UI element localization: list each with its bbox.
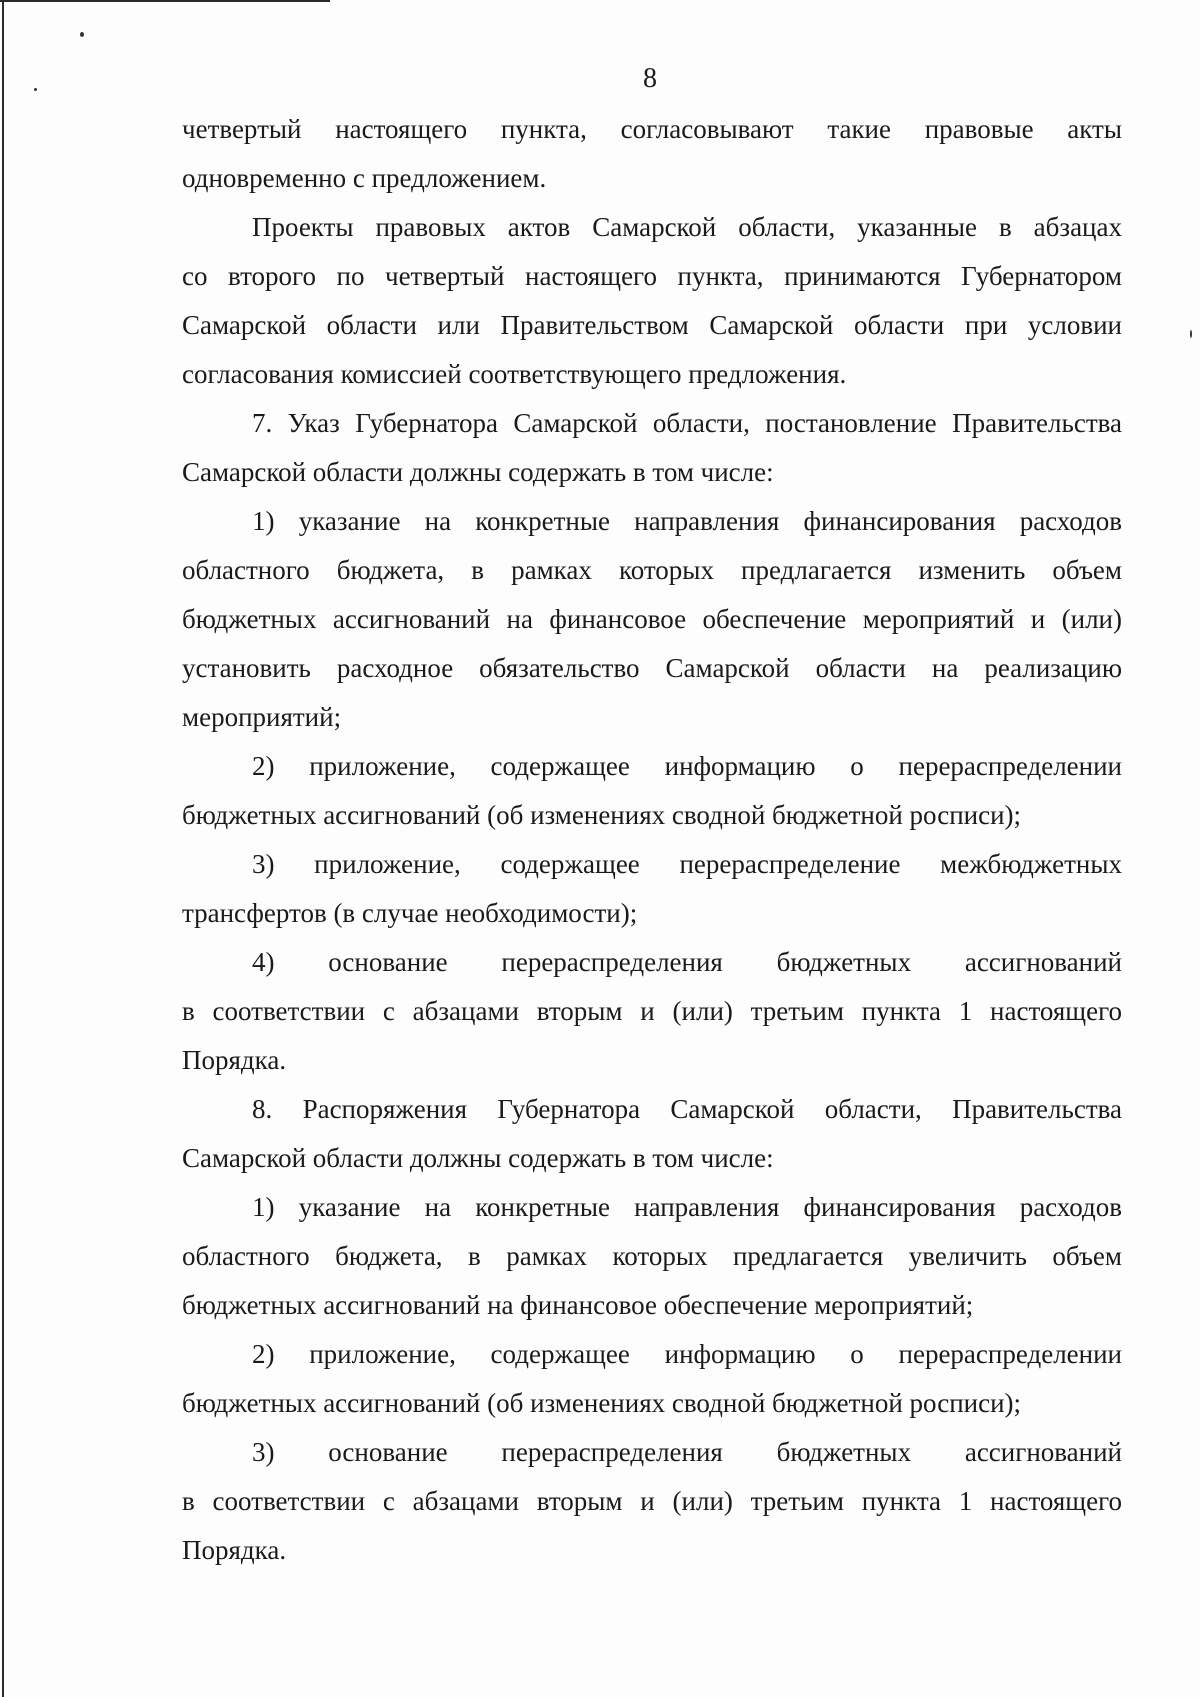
text-line: в соответствии с абзацами вторым и (или) третьим пункта 1 настоящего	[182, 996, 1122, 1026]
paragraph	[182, 1330, 1122, 1428]
text-line: Самарской области или Правительством Самарской области при условии	[182, 310, 1122, 340]
text-line: трансфертов (в случае необходимости);	[182, 898, 638, 928]
text-line: установить расходное обязательство Самарской области на реализацию	[182, 653, 1122, 683]
text-line: бюджетных ассигнований (об изменениях сводной бюджетной росписи);	[182, 1388, 1022, 1418]
scan-edge-left	[2, 0, 4, 1697]
paragraph	[182, 1085, 1122, 1183]
text-line: согласования комиссией соответствующего предложения.	[182, 359, 847, 389]
paragraph	[182, 1428, 1122, 1575]
text-line: 3) приложение, содержащее перераспределение межбюджетных	[252, 849, 1122, 879]
page-number: 8	[643, 63, 657, 94]
text-line: областного бюджета, в рамках которых предлагается увеличить объем	[182, 1241, 1122, 1271]
text-line: Самарской области должны содержать в том числе:	[182, 457, 774, 487]
paragraph	[182, 497, 1122, 742]
text-line: 8. Распоряжения Губернатора Самарской области, Правительства	[252, 1094, 1122, 1124]
text-line: бюджетных ассигнований (об изменениях сводной бюджетной росписи);	[182, 800, 1022, 830]
text-line: 4) основание перераспределения бюджетных ассигнований	[252, 947, 1122, 977]
text-line: областного бюджета, в рамках которых предлагается изменить объем	[182, 555, 1122, 585]
text-line: Самарской области должны содержать в том числе:	[182, 1143, 774, 1173]
text-line: бюджетных ассигнований на финансовое обеспечение мероприятий и (или)	[182, 604, 1122, 634]
text-line: одновременно с предложением.	[182, 163, 547, 193]
text-line: мероприятий;	[182, 702, 342, 732]
text-line: 2) приложение, содержащее информацию о перераспределении	[252, 1339, 1122, 1369]
text-line: в соответствии с абзацами вторым и (или) третьим пункта 1 настоящего	[182, 1486, 1122, 1516]
text-line: Проекты правовых актов Самарской области, указанные в абзацах	[252, 212, 1122, 242]
text-line: 7. Указ Губернатора Самарской области, постановление Правительства	[252, 408, 1122, 438]
paragraph	[182, 840, 1122, 938]
paragraph	[182, 105, 1122, 203]
scan-speck	[80, 32, 84, 37]
paragraph	[182, 399, 1122, 497]
text-line: Порядка.	[182, 1535, 287, 1565]
scan-speck	[1190, 330, 1192, 338]
text-line: 1) указание на конкретные направления финансирования расходов	[252, 506, 1122, 536]
paragraph	[182, 203, 1122, 399]
text-line: со второго по четвертый настоящего пункта, принимаются Губернатором	[182, 261, 1122, 291]
text-line: Порядка.	[182, 1045, 287, 1075]
text-line: бюджетных ассигнований на финансовое обеспечение мероприятий;	[182, 1290, 974, 1320]
text-line: 3) основание перераспределения бюджетных ассигнований	[252, 1437, 1122, 1467]
paragraph	[182, 938, 1122, 1085]
text-line: 2) приложение, содержащее информацию о перераспределении	[252, 751, 1122, 781]
document-body	[182, 105, 1122, 1575]
text-line: четвертый настоящего пункта, согласовывают такие правовые акты	[182, 114, 1122, 144]
scan-edge-top	[0, 0, 330, 2]
paragraph	[182, 1183, 1122, 1330]
paragraph	[182, 742, 1122, 840]
text-line: 1) указание на конкретные направления финансирования расходов	[252, 1192, 1122, 1222]
